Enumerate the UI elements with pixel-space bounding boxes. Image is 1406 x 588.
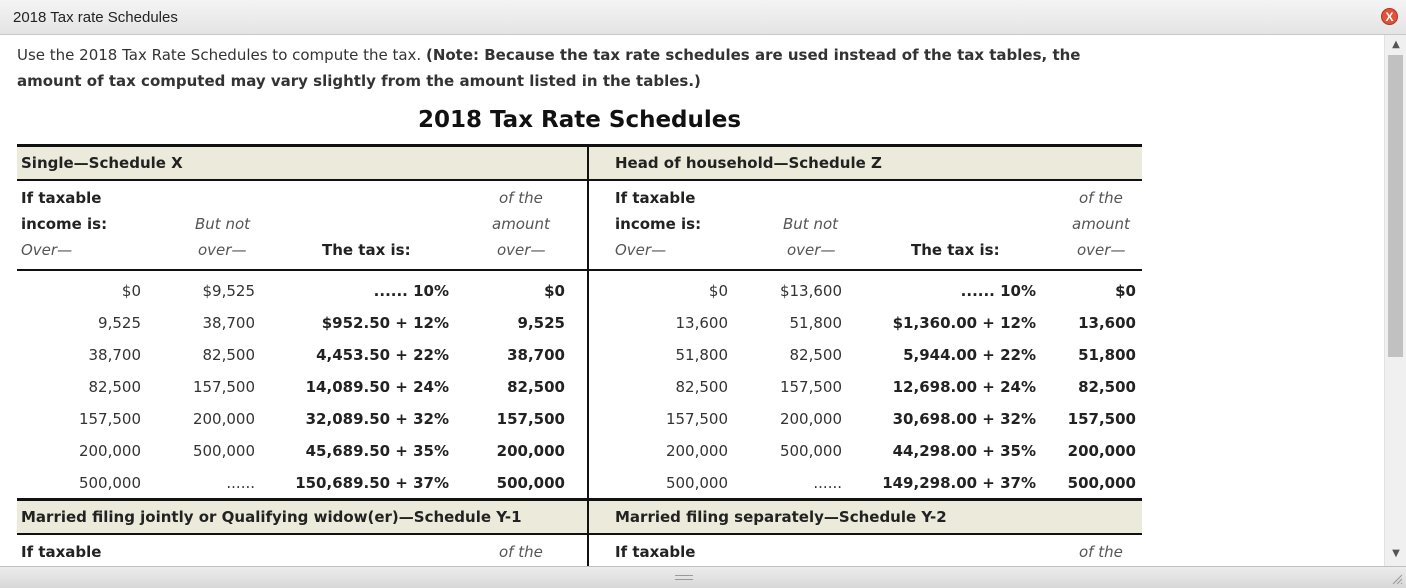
cell-of-amount: 157,500 [1067, 410, 1136, 428]
cell-of-amount: 500,000 [1067, 474, 1136, 492]
scroll-down-icon[interactable]: ▼ [1392, 548, 1400, 559]
cell-of-amount: 500,000 [496, 474, 565, 492]
cell-of-amount: $0 [1115, 282, 1136, 300]
col-if-taxable: If taxable [615, 189, 696, 207]
schedule-x-title: Single—Schedule X [17, 147, 589, 179]
schedule-y2-column-headers [589, 535, 1142, 566]
col-amount: amount [492, 215, 550, 233]
cell-of-amount: 9,525 [517, 314, 565, 332]
scrollbar-thumb[interactable] [1388, 55, 1403, 357]
cell-not-over: ...... [813, 474, 842, 492]
instructions [17, 42, 1117, 94]
col-if-taxable: If taxable [21, 189, 102, 207]
cell-not-over: 38,700 [202, 314, 255, 332]
col-but-not-over: over— [787, 241, 836, 259]
instructions-note: (Note: Because the tax rate schedules are used instead of the tax tables, the amount of tax computed may vary slightly from the amount listed in the tables.) [17, 46, 1081, 90]
col-income-is: income is: [615, 215, 702, 233]
cell-of-amount: $0 [544, 282, 565, 300]
rate-rows [17, 271, 1142, 501]
schedule-z-column-headers [589, 181, 1142, 269]
resize-bar[interactable] [0, 566, 1406, 588]
cell-of-amount: 38,700 [507, 346, 565, 364]
col-of-the: of the [1079, 189, 1123, 207]
cell-tax: 32,089.50 + 32% [305, 410, 449, 428]
col-income-is: income is: [21, 215, 108, 233]
instructions-text: Use the 2018 Tax Rate Schedules to compute the tax. [17, 46, 422, 64]
schedule-y1-column-headers [17, 535, 589, 566]
cell-over: 82,500 [675, 378, 728, 396]
cell-tax: 12,698.00 + 24% [892, 378, 1036, 396]
column-header-row [17, 181, 1142, 271]
vertical-scrollbar[interactable] [1384, 35, 1406, 566]
col-but-not-over: over— [198, 241, 247, 259]
cell-not-over: 82,500 [789, 346, 842, 364]
cell-tax: $952.50 + 12% [321, 314, 449, 332]
schedule-x-column-headers [17, 181, 589, 269]
cell-tax: ...... 10% [373, 282, 449, 300]
col-amount-over: over— [1077, 241, 1126, 259]
cell-of-amount: 82,500 [507, 378, 565, 396]
window-title: 2018 Tax rate Schedules [13, 9, 178, 26]
cell-over: 157,500 [665, 410, 728, 428]
cell-over: 82,500 [88, 378, 141, 396]
section-header-row [17, 147, 1142, 181]
cell-over: 38,700 [88, 346, 141, 364]
close-icon[interactable]: X [1381, 8, 1398, 25]
col-over: Over— [615, 241, 667, 259]
resize-grip-icon[interactable] [1391, 573, 1403, 585]
col-over: Over— [21, 241, 73, 259]
cell-tax: 44,298.00 + 35% [892, 442, 1036, 460]
schedules-title: 2018 Tax Rate Schedules [417, 107, 742, 133]
cell-not-over: 500,000 [779, 442, 842, 460]
col-amount-over: over— [497, 241, 546, 259]
cell-tax: 4,453.50 + 22% [316, 346, 449, 364]
cell-not-over: 157,500 [779, 378, 842, 396]
col-tax-is: The tax is: [911, 241, 1000, 259]
cell-of-amount: 51,800 [1078, 346, 1136, 364]
section-header-row-2 [17, 501, 1142, 535]
cell-over: 51,800 [675, 346, 728, 364]
cell-tax: 150,689.50 + 37% [295, 474, 449, 492]
col-amount: amount [1072, 215, 1130, 233]
cell-of-amount: 200,000 [1067, 442, 1136, 460]
tax-rate-table [17, 144, 1142, 566]
column-header-row-2 [17, 535, 1142, 566]
cell-tax: 45,689.50 + 35% [305, 442, 449, 460]
cell-not-over: 51,800 [789, 314, 842, 332]
cell-over: $0 [708, 282, 728, 300]
cell-tax: $1,360.00 + 12% [892, 314, 1036, 332]
schedule-y1-title: Married filing jointly or Qualifying widow(er)—Schedule Y-1 [17, 501, 589, 533]
schedule-x-rows [17, 271, 589, 498]
grip-icon[interactable] [675, 575, 693, 580]
schedule-z-rows [589, 271, 1142, 498]
cell-not-over: 200,000 [192, 410, 255, 428]
cell-over: 500,000 [665, 474, 728, 492]
scroll-up-icon[interactable]: ▲ [1392, 39, 1400, 50]
cell-not-over: $9,525 [202, 282, 255, 300]
col-tax-is: The tax is: [322, 241, 411, 259]
col-but-not: But not [783, 215, 839, 233]
col-but-not: But not [195, 215, 251, 233]
cell-over: 9,525 [98, 314, 141, 332]
cell-of-amount: 157,500 [496, 410, 565, 428]
cell-not-over: $13,600 [779, 282, 842, 300]
cell-of-amount: 82,500 [1078, 378, 1136, 396]
cell-over: 200,000 [78, 442, 141, 460]
cell-not-over: 82,500 [202, 346, 255, 364]
schedule-z-title: Head of household—Schedule Z [615, 154, 882, 172]
cell-tax: 30,698.00 + 32% [892, 410, 1036, 428]
cell-over: 500,000 [78, 474, 141, 492]
cell-of-amount: 13,600 [1078, 314, 1136, 332]
cell-over: $0 [121, 282, 141, 300]
cell-tax: ...... 10% [960, 282, 1036, 300]
cell-tax: 5,944.00 + 22% [903, 346, 1036, 364]
cell-not-over: 500,000 [192, 442, 255, 460]
col-if-taxable: If taxable [21, 543, 102, 561]
cell-not-over: ...... [226, 474, 255, 492]
cell-over: 200,000 [665, 442, 728, 460]
cell-tax: 149,298.00 + 37% [882, 474, 1036, 492]
col-of-the: of the [1079, 543, 1123, 561]
col-of-the: of the [499, 543, 543, 561]
col-of-the: of the [499, 189, 543, 207]
dialog-content [0, 35, 1384, 566]
cell-over: 157,500 [78, 410, 141, 428]
window-titlebar [0, 0, 1406, 35]
schedule-y2-title: Married filing separately—Schedule Y-2 [615, 508, 947, 526]
cell-not-over: 157,500 [192, 378, 255, 396]
cell-not-over: 200,000 [779, 410, 842, 428]
col-if-taxable: If taxable [615, 543, 696, 561]
cell-tax: 14,089.50 + 24% [305, 378, 449, 396]
cell-of-amount: 200,000 [496, 442, 565, 460]
cell-over: 13,600 [675, 314, 728, 332]
